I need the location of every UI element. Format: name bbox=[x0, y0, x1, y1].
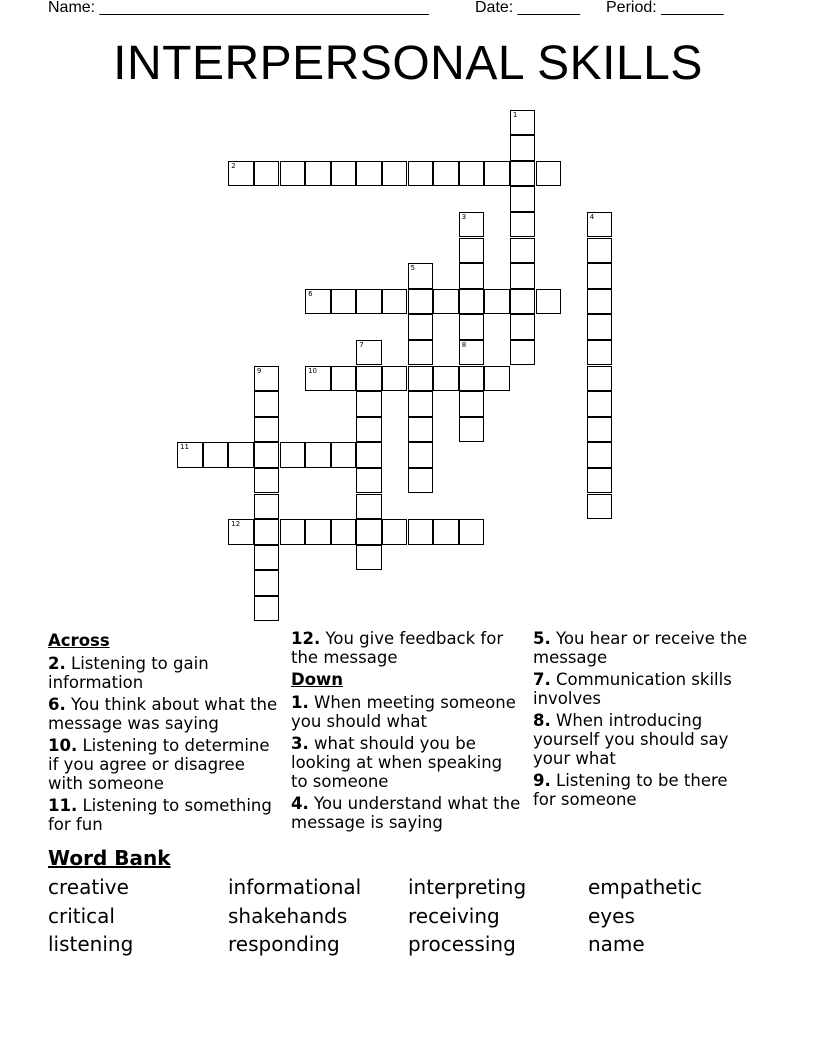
crossword-cell[interactable] bbox=[382, 289, 408, 315]
crossword-cell[interactable] bbox=[484, 161, 510, 187]
crossword-cell[interactable] bbox=[356, 289, 382, 315]
clue-across-12: 12. You give feedback for the message bbox=[291, 629, 504, 667]
crossword-cell[interactable] bbox=[408, 417, 434, 443]
crossword-cell[interactable] bbox=[484, 289, 510, 315]
header bbox=[48, 0, 788, 21]
word-bank-item: critical bbox=[48, 904, 115, 928]
clue-number: 8 bbox=[461, 340, 467, 349]
crossword-cell[interactable] bbox=[408, 366, 434, 392]
clue-number: 1 bbox=[512, 110, 518, 119]
crossword-cell[interactable] bbox=[459, 417, 485, 443]
crossword-cell[interactable] bbox=[356, 161, 382, 187]
crossword-cell[interactable] bbox=[587, 417, 613, 443]
crossword-cell[interactable] bbox=[177, 442, 203, 468]
word-bank-item: receiving bbox=[408, 904, 500, 928]
clue-number: 3 bbox=[461, 212, 467, 221]
crossword-cell[interactable] bbox=[510, 340, 536, 366]
crossword-cell[interactable] bbox=[254, 519, 280, 545]
word-bank-item: eyes bbox=[588, 904, 635, 928]
crossword-cell[interactable] bbox=[408, 263, 434, 289]
clue-down-3: 3. what should you be looking at when speaking to someone bbox=[291, 734, 503, 791]
clues-column-1 bbox=[48, 629, 280, 837]
word-bank-item: shakehands bbox=[228, 904, 348, 928]
crossword-cell[interactable] bbox=[408, 468, 434, 494]
crossword-cell[interactable] bbox=[331, 519, 357, 545]
crossword-cell[interactable] bbox=[254, 442, 280, 468]
word-bank-item: empathetic bbox=[588, 875, 702, 899]
crossword-cell[interactable] bbox=[356, 519, 382, 545]
word-bank-item: processing bbox=[408, 932, 516, 956]
crossword-cell[interactable] bbox=[254, 391, 280, 417]
crossword-cell[interactable] bbox=[510, 110, 536, 136]
word-bank-item: responding bbox=[228, 932, 340, 956]
crossword-cell[interactable] bbox=[587, 442, 613, 468]
crossword-cell[interactable] bbox=[587, 391, 613, 417]
crossword-cell[interactable] bbox=[459, 263, 485, 289]
crossword-cell[interactable] bbox=[408, 161, 434, 187]
word-bank-title: Word Bank bbox=[48, 846, 171, 870]
clue-number: 6 bbox=[308, 289, 313, 298]
crossword-cell[interactable] bbox=[408, 519, 434, 545]
clue-down-9: 9. Listening to be there for someone bbox=[533, 771, 728, 809]
crossword-cell[interactable] bbox=[510, 161, 536, 187]
word-bank-item: creative bbox=[48, 875, 129, 899]
crossword-cell[interactable] bbox=[254, 545, 280, 571]
clue-across-6: 6. You think about what the message was saying bbox=[48, 695, 278, 733]
crossword-cell[interactable] bbox=[459, 238, 485, 264]
crossword-cell[interactable] bbox=[484, 366, 510, 392]
crossword-cell[interactable] bbox=[408, 289, 434, 315]
crossword-cell[interactable] bbox=[254, 570, 280, 596]
crossword-cell[interactable] bbox=[331, 442, 357, 468]
crossword-cell[interactable] bbox=[459, 519, 485, 545]
crossword-cell[interactable] bbox=[510, 186, 536, 212]
date-field-label[interactable]: Date: _______ bbox=[475, 0, 580, 16]
crossword-cell[interactable] bbox=[510, 263, 536, 289]
clue-down-5: 5. You hear or receive the message bbox=[533, 629, 748, 667]
crossword-cell[interactable] bbox=[382, 161, 408, 187]
down-heading: Down bbox=[291, 670, 344, 689]
crossword-cell[interactable] bbox=[280, 519, 306, 545]
crossword-cell[interactable] bbox=[433, 289, 459, 315]
clue-across-11: 11. Listening to something for fun bbox=[48, 796, 272, 834]
crossword-cell[interactable] bbox=[459, 314, 485, 340]
crossword-cell[interactable] bbox=[459, 212, 485, 238]
clue-number: 9 bbox=[256, 366, 262, 375]
word-bank-item: informational bbox=[228, 875, 362, 899]
clues-column-2 bbox=[291, 629, 523, 835]
crossword-cell[interactable] bbox=[459, 161, 485, 187]
crossword-cell[interactable] bbox=[305, 161, 331, 187]
crossword-cell[interactable] bbox=[305, 442, 331, 468]
clue-down-1: 1. When meeting someone you should what bbox=[291, 693, 516, 731]
crossword-cell[interactable] bbox=[459, 289, 485, 315]
crossword-cell[interactable] bbox=[587, 494, 613, 520]
crossword-cell[interactable] bbox=[305, 519, 331, 545]
crossword-cell[interactable] bbox=[305, 366, 331, 392]
crossword-cell[interactable] bbox=[510, 135, 536, 161]
crossword-cell[interactable] bbox=[408, 442, 434, 468]
crossword-cell[interactable] bbox=[228, 442, 254, 468]
crossword-cell[interactable] bbox=[254, 468, 280, 494]
crossword-cell[interactable] bbox=[587, 468, 613, 494]
crossword-cell[interactable] bbox=[305, 289, 331, 315]
crossword-cell[interactable] bbox=[228, 519, 254, 545]
period-field-label[interactable]: Period: _______ bbox=[606, 0, 724, 16]
clues-column-3 bbox=[533, 629, 755, 812]
crossword-cell[interactable] bbox=[356, 340, 382, 366]
crossword-cell[interactable] bbox=[587, 289, 613, 315]
crossword-cell[interactable] bbox=[587, 340, 613, 366]
clue-number: 4 bbox=[589, 212, 595, 221]
clue-number: 12 bbox=[231, 520, 241, 529]
crossword-cell[interactable] bbox=[254, 417, 280, 443]
crossword-cell[interactable] bbox=[356, 442, 382, 468]
clue-down-4: 4. You understand what the message is saying bbox=[291, 794, 521, 832]
crossword-cell[interactable] bbox=[254, 366, 280, 392]
crossword-cell[interactable] bbox=[510, 212, 536, 238]
crossword-cell[interactable] bbox=[459, 391, 485, 417]
clue-number: 5 bbox=[410, 264, 415, 273]
crossword-cell[interactable] bbox=[408, 391, 434, 417]
crossword-cell[interactable] bbox=[331, 366, 357, 392]
crossword-cell[interactable] bbox=[280, 442, 306, 468]
clue-across-10: 10. Listening to determine if you agree or disagree with someone bbox=[48, 736, 270, 793]
crossword-cell[interactable] bbox=[331, 289, 357, 315]
crossword-cell[interactable] bbox=[587, 238, 613, 264]
word-bank-item: name bbox=[588, 932, 645, 956]
name-field-label[interactable]: Name: _____________________________________ bbox=[48, 0, 429, 16]
clue-number: 7 bbox=[359, 340, 364, 349]
crossword-cell[interactable] bbox=[459, 340, 485, 366]
crossword-cell[interactable] bbox=[356, 366, 382, 392]
crossword-cell[interactable] bbox=[356, 545, 382, 571]
crossword-cell[interactable] bbox=[254, 596, 280, 622]
crossword-cell[interactable] bbox=[536, 161, 562, 187]
crossword-cell[interactable] bbox=[331, 161, 357, 187]
crossword-cell[interactable] bbox=[587, 366, 613, 392]
crossword-cell[interactable] bbox=[382, 519, 408, 545]
crossword-cell[interactable] bbox=[356, 494, 382, 520]
crossword-cell[interactable] bbox=[408, 314, 434, 340]
crossword-cell[interactable] bbox=[254, 494, 280, 520]
crossword-cell[interactable] bbox=[587, 314, 613, 340]
crossword-cell[interactable] bbox=[536, 289, 562, 315]
crossword-cell[interactable] bbox=[510, 314, 536, 340]
crossword-cell[interactable] bbox=[459, 366, 485, 392]
crossword-cell[interactable] bbox=[280, 161, 306, 187]
crossword-cell[interactable] bbox=[382, 366, 408, 392]
clue-number: 10 bbox=[308, 366, 318, 375]
clue-down-8: 8. When introducing yourself you should say your what bbox=[533, 711, 729, 768]
word-bank-item: interpreting bbox=[408, 875, 527, 899]
crossword-cell[interactable] bbox=[408, 340, 434, 366]
crossword-cell[interactable] bbox=[254, 161, 280, 187]
word-bank-item: listening bbox=[48, 932, 134, 956]
crossword-cell[interactable] bbox=[510, 238, 536, 264]
clue-down-7: 7. Communication skills involves bbox=[533, 670, 732, 708]
crossword-cell[interactable] bbox=[587, 212, 613, 238]
crossword-cell[interactable] bbox=[356, 468, 382, 494]
clue-number: 2 bbox=[231, 161, 236, 170]
clue-across-2: 2. Listening to gain information bbox=[48, 654, 209, 692]
page-title: INTERPERSONAL SKILLS bbox=[113, 37, 703, 90]
crossword-cell[interactable] bbox=[587, 263, 613, 289]
across-heading: Across bbox=[48, 631, 110, 650]
crossword-cell[interactable] bbox=[228, 161, 254, 187]
crossword-cell[interactable] bbox=[356, 391, 382, 417]
crossword-cell[interactable] bbox=[433, 161, 459, 187]
crossword-cell[interactable] bbox=[356, 417, 382, 443]
crossword-cell[interactable] bbox=[433, 519, 459, 545]
clue-number: 11 bbox=[180, 443, 190, 452]
crossword-cell[interactable] bbox=[203, 442, 229, 468]
crossword-cell[interactable] bbox=[510, 289, 536, 315]
crossword-cell[interactable] bbox=[433, 366, 459, 392]
